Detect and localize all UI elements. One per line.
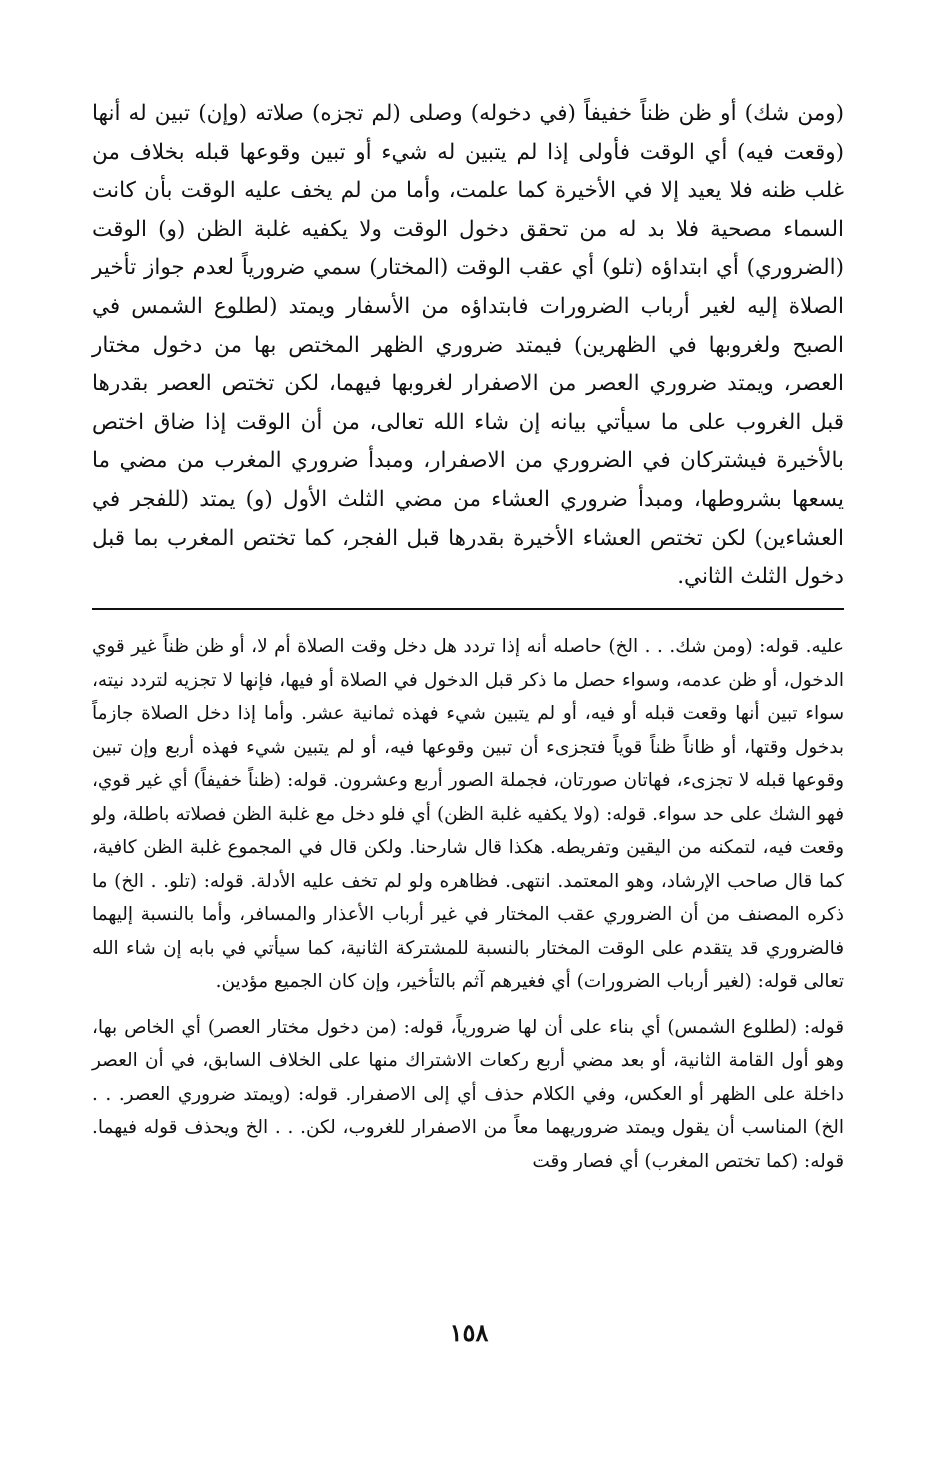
footnotes-block bbox=[92, 630, 844, 1178]
main-text-block bbox=[92, 95, 844, 597]
footnote-paragraph-1: عليه. قوله: (ومن شك. . . الخ) حاصله أنه إذا تردد هل دخل وقت الصلاة أم لا، أو ظن ظناً غير قوي الدخول، أو ظن عدمه، وسواء حصل ما ذكر قبل الدخول في الصلاة أو فيها، فإنها لا تجزيه لتردد نيته، سواء تبين أنها وقعت قبله أو فيه، أو لم يتبين شيء فهذه ثمانية عشر. وأما إذا دخل الصلاة جازماً بدخول وقتها، أو ظاناً ظناً قوياً فتجزىء أن تبين وقوعها فيه، أو لم يتبين شيء فهذه أربع وإن تبين وقوعها قبله لا تجزىء، فهاتان صورتان، فجملة الصور أربع وعشرون. قوله: (ظناً خفيفاً) أي غير قوي، فهو الشك على حد سواء. قوله: (ولا يكفيه غلبة الظن) أي فلو دخل مع غلبة الظن فصلاته باطلة، ولو وقعت فيه، لتمكنه من اليقين وتفريطه. هكذا قال شارحنا. ولكن قال في المجموع غلبة الظن كافية، كما قال صاحب الإرشاد، وهو المعتمد. انتهى. فظاهره ولو لم تخف عليه الأدلة. قوله: (تلو. . الخ) ما ذكره المصنف من أن الضروري عقب المختار في غير أرباب الأعذار والمسافر، وأما بالنسبة إليهما فالضروري قد يتقدم على الوقت المختار بالنسبة للمشتركة الثانية، كما سيأتي في بابه إن شاء الله تعالى قوله: (لغير أرباب الضرورات) أي فغيرهم آثم بالتأخير، وإن كان الجميع مؤدين. bbox=[92, 636, 844, 992]
footnote-divider bbox=[92, 608, 844, 610]
page-number: ١٥٨ bbox=[449, 1318, 489, 1347]
footnote-paragraph-2: قوله: (لطلوع الشمس) أي بناء على أن لها ضرورياً، قوله: (من دخول مختار العصر) أي الخاص بها، وهو أول القامة الثانية، أو بعد مضي أربع ركعات الاشتراك منها على الخلاف السابق، في أن العصر داخلة على الظهر أو العكس، وفي الكلام حذف أي إلى الاصفرار. قوله: (ويمتد ضروري العصر. . . الخ) المناسب أن يقول ويمتد ضروريهما معاً من الاصفرار للغروب، لكن. . . الخ ويحذف قوله فيهما. قوله: (كما تختص المغرب) أي فصار وقت bbox=[92, 1016, 844, 1172]
main-paragraph: (ومن شك) أو ظن ظناً خفيفاً (في دخوله) وصلى (لم تجزه) صلاته (وإن) تبين له أنها (وقعت فيه) أي الوقت فأولى إذا لم يتبين له شيء أو تبين وقوعها قبله بخلاف من غلب ظنه فلا يعيد إلا في الأخيرة كما علمت، وأما من لم يخف عليه الوقت بأن كانت السماء مصحية فلا بد له من تحقق دخول الوقت ولا يكفيه غلبة الظن (و) الوقت (الضروري) أي ابتداؤه (تلو) أي عقب الوقت (المختار) سمي ضرورياً لعدم جواز تأخير الصلاة إليه لغير أرباب الضرورات فابتداؤه من الأسفار ويمتد (لطلوع الشمس في الصبح ولغروبها في الظهرين) فيمتد ضروري الظهر المختص بها من دخول مختار العصر، ويمتد ضروري العصر من الاصفرار لغروبها فيهما، لكن تختص العصر بقدرها قبل الغروب على ما سيأتي بيانه إن شاء الله تعالى، من أن الوقت إذا ضاق اختص بالأخيرة فيشتركان في الضروري من الاصفرار، ومبدأ ضروري المغرب من مضي ما يسعها بشروطها، ومبدأ ضروري العشاء من مضي الثلث الأول (و) يمتد (للفجر في العشاءين) لكن تختص العشاء الأخيرة بقدرها قبل الفجر، كما تختص المغرب بما قبل دخول الثلث الثاني. bbox=[92, 101, 844, 590]
